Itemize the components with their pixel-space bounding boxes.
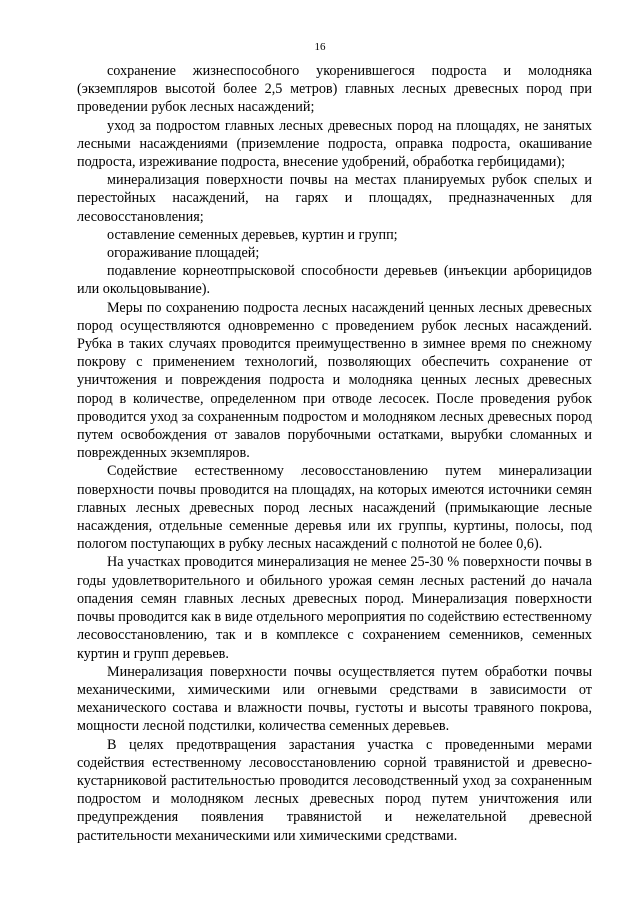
paragraph-mineralization-sites: На участках проводится минерализация не менее 25-30 % поверхности почвы в годы удовлетворительного и обильного урожая семян лесных растений до начала опадения семян главных лесных древесных пород. Минерализация поверхности почвы проводится как в виде отдельного мероприятия по содействию естественному лесовосстановлению, так и в комплексе с сохранением семенников, семенных куртин и групп деревьев. [77, 554, 592, 662]
paragraph-root-suppression: подавление корнеотпрысковой способности деревьев (инъекции арборицидов или окольцовывание). [77, 263, 592, 298]
paragraph-mineralization-methods: Минерализация поверхности почвы осуществляется путем обработки почвы механическими, химическими или огневыми средствами в зависимости от механического состава и влажности почвы, густоты и высоты травяного покрова, мощности лесной подстилки, количества семенных деревьев. [77, 663, 592, 735]
paragraph-undergrowth-care: уход за подростом главных лесных древесных пород на площадях, не занятых лесными насаждениями (приземление подроста, оправка подроста, окашивание подроста, изреживание подроста, внесение удобрений, обработка гербицидами); [77, 117, 592, 171]
paragraph-soil-mineralization: минерализация поверхности почвы на местах планируемых рубок спелых и перестойных насаждений, на гарях и площадях, предназначенных для лесовосстановления; [77, 172, 592, 225]
paragraph-preservation-of-undergrowth: сохранение жизнеспособного укоренившегося подроста и молодняка (экземпляров высотой более 2,5 метров) главных лесных древесных пород при проведении рубок лесных насаждений; [77, 63, 592, 116]
paragraph-seed-trees: оставление семенных деревьев, куртин и групп; [107, 226, 398, 243]
page-number: 16 [314, 41, 326, 53]
paragraph-preservation-measures: Меры по сохранению подроста лесных насаждений ценных лесных древесных пород осуществляются одновременно с проведением рубок лесных насаждений. Рубка в таких случаях проводится преимущественно в зимнее время по снежному покрову с применением технологий, позволяющих обеспечить сохранение от уничтожения и повреждения подроста и молодняка ценных лесных древесных пород в количестве, определенном при отводе лесосек. После проведения рубок проводится уход за сохраненным подростом и молодняком лесных древесных пород путем освобождения от завалов порубочными остатками, вырубки сломанных и поврежденных экземпляров. [77, 299, 592, 462]
paragraph-silvicultural-care: В целях предотвращения зарастания участка с проведенными мерами содействия естественному лесовосстановлению сорной травянистой и древесно-кустарниковой растительностью проводится лесоводственный уход за сохраненным подростом и молодняком лесных древесных пород путем уничтожения или предупреждения появления травянистой и нежелательной древесной растительности механическими или химическими средствами. [77, 736, 592, 844]
document-body [77, 62, 592, 845]
paragraph-fencing: огораживание площадей; [107, 245, 260, 262]
paragraph-assisted-regeneration: Содействие естественному лесовосстановлению путем минерализации поверхности почвы проводится на площадях, на которых имеются источники семян главных лесных древесных пород лесных насаждений (примыкающие лесные насаждения, отдельные семенные деревья или их группы, куртины, полосы, под пологом поступающих в рубку лесных насаждений с полнотой не более 0,6). [77, 463, 592, 553]
